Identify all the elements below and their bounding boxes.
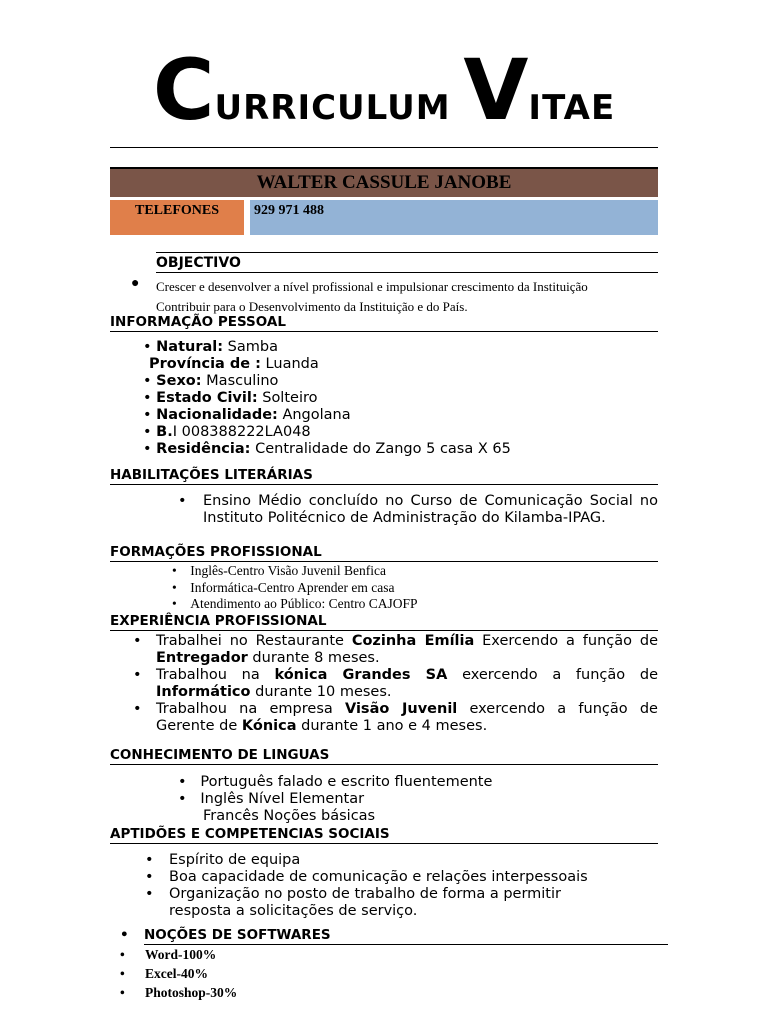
- list-item: • Trabalhei no Restaurante Cozinha Emília Exercendo a função de Entregador durante 8 meses.: [133, 633, 658, 666]
- list-item: • Boa capacidade de comunicação e relações interpessoais: [145, 869, 588, 885]
- page-title: CURRICULUM VITAE: [152, 41, 616, 139]
- list-item: • Português falado e escrito fluentemente: [178, 774, 493, 790]
- list-item: • Informática-Centro Aprender em casa: [172, 579, 395, 595]
- section-heading-software: NOÇÕES DE SOFTWARES: [144, 927, 668, 945]
- objective-heading: OBJECTIVO: [156, 255, 658, 273]
- list-item: Província de : Luanda: [149, 356, 319, 372]
- list-item: • Excel-40%: [120, 966, 208, 981]
- section-heading-education: HABILITAÇÕES LITERÁRIAS: [110, 467, 658, 485]
- skills-list: [145, 852, 625, 920]
- languages-list: [178, 774, 492, 825]
- list-item: • B.I 008388222LA048: [143, 424, 311, 440]
- list-item: • Espírito de equipa: [145, 852, 301, 868]
- list-item: • Sexo: Masculino: [143, 373, 279, 389]
- list-item: Francês Noções básicas: [203, 808, 376, 824]
- bullet-icon: •: [178, 493, 187, 509]
- list-item: • Organização no posto de trabalho de forma a permitir resposta a solicitações de serviço.: [145, 886, 561, 919]
- section-heading-languages: CONHECIMENTO DE LINGUAS: [110, 747, 658, 765]
- list-item: • Atendimento ao Público: Centro CAJOFP: [172, 596, 418, 611]
- section-heading-training: FORMAÇÕES PROFISSIONAL: [110, 544, 658, 562]
- list-item: • Natural: Samba: [143, 339, 278, 355]
- bullet-icon: •: [120, 927, 129, 943]
- list-item: • Trabalhou na empresa Visão Juvenil exercendo a função de Gerente de Kónica durante 1 ano e 4 meses.: [133, 701, 658, 734]
- list-item: • Trabalhou na kónica Grandes SA exercendo a função de Informático durante 10 meses.: [133, 667, 658, 700]
- experience-list: [133, 633, 658, 735]
- section-heading-experience: EXPERIÊNCIA PROFISSIONAL: [110, 613, 658, 631]
- list-item: • Estado Civil: Solteiro: [143, 390, 318, 406]
- personal-info-list: [143, 339, 511, 458]
- training-list: [172, 563, 417, 613]
- phone-label: TELEFONES: [110, 200, 244, 235]
- list-item: • Inglês-Centro Visão Juvenil Benfica: [172, 563, 387, 578]
- list-item: • Residência: Centralidade do Zango 5 casa X 65: [143, 441, 511, 457]
- bullet-icon: ●: [131, 276, 140, 291]
- name-banner: WALTER CASSULE JANOBE: [110, 167, 658, 197]
- list-item: • Photoshop-30%: [120, 985, 238, 1000]
- title-divider: [110, 147, 658, 148]
- objective-text: Crescer e desenvolver a nível profissional e impulsionar crescimento da Instituição Contribuir para o Desenvolvimento da Instituição e do País.: [156, 279, 588, 314]
- list-item: • Inglês Nível Elementar: [178, 791, 365, 807]
- section-heading-skills: APTIDÕES E COMPETENCIAS SOCIAIS: [110, 826, 658, 844]
- phone-value: 929 971 488: [250, 200, 658, 235]
- list-item: • Nacionalidade: Angolana: [143, 407, 351, 423]
- list-item: • Word-100%: [120, 947, 217, 962]
- objective-top-rule: [156, 252, 658, 253]
- education-item: Ensino Médio concluído no Curso de Comunicação Social no Instituto Politécnico de Administração do Kilamba-IPAG.: [203, 493, 658, 526]
- software-list: [120, 945, 237, 1002]
- section-heading-personal: INFORMAÇÃO PESSOAL: [110, 314, 658, 332]
